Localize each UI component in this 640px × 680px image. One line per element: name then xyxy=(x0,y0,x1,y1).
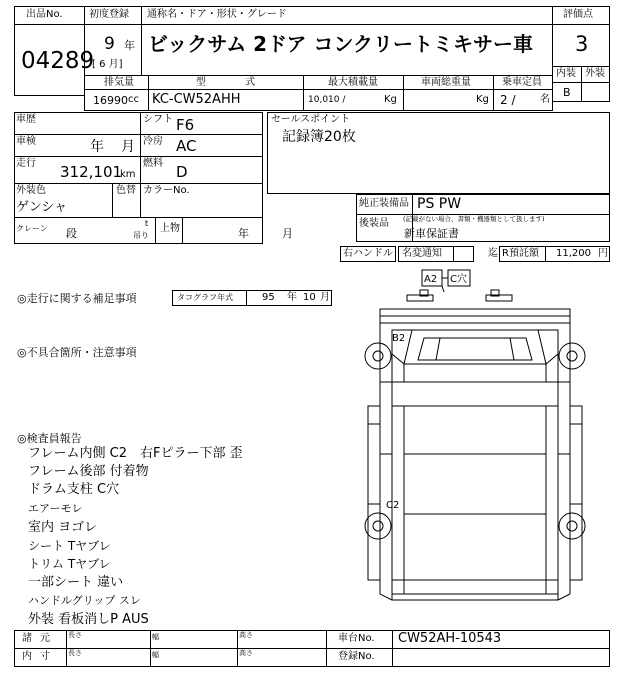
name-label: 通称名・ドア・形状・グレード xyxy=(147,9,287,20)
max-load-unit: Kg xyxy=(384,94,397,105)
model-label: 型 式 xyxy=(196,77,274,88)
report-line: トリム Tヤブレ xyxy=(28,557,111,571)
crane-ton-unit: t xyxy=(145,219,149,228)
model-value: KC-CW52AHH xyxy=(152,92,241,107)
crane-lift: 吊り xyxy=(133,231,149,240)
chassis-label: 車台No. xyxy=(338,633,375,644)
score-value: 3 xyxy=(575,32,589,56)
lot-label: 出品No. xyxy=(26,9,63,20)
ac-label: 冷房 xyxy=(143,136,163,147)
inspection-month-unit: 月 xyxy=(121,139,135,155)
registration-label: 登録No. xyxy=(338,651,375,662)
car-name: ビックサム 2ドア コンクリートミキサー車 xyxy=(148,32,534,56)
capacity-value: 2 / xyxy=(500,93,516,107)
report-line: フレーム内側 C2 右Fピラー下部 歪 xyxy=(28,446,243,461)
deadline-label: 迄 xyxy=(488,248,498,259)
report-line: ハンドルグリップ スレ xyxy=(28,594,141,607)
first-reg-year: 9 xyxy=(104,34,115,54)
length-label-2: 長さ xyxy=(68,649,82,657)
tacho-year: 95 xyxy=(262,292,275,303)
info-block xyxy=(14,112,263,244)
km-unit: km xyxy=(120,169,136,180)
r-deposit-label: R預託額 xyxy=(502,248,539,259)
aftermarket-text: 新車保証書 xyxy=(404,227,459,240)
ac-value: AC xyxy=(176,137,197,155)
genuine-label: 純正装備品 xyxy=(359,198,409,209)
width-label: 幅 xyxy=(152,633,159,641)
displacement-label: 排気量 xyxy=(104,77,134,88)
displacement-value: 16990 xyxy=(93,94,128,107)
history-label: 車歴 xyxy=(16,114,36,125)
upper-year-unit: 年 xyxy=(238,227,249,240)
interior-label: 内装 xyxy=(556,68,576,79)
color-code-label: カラーNo. xyxy=(143,185,190,196)
max-load-label: 最大積載量 xyxy=(328,77,378,88)
report-line: 一部シート 違い xyxy=(28,575,124,590)
gross-label: 車両総重量 xyxy=(421,77,471,88)
first-reg-year-unit: 年 xyxy=(124,39,135,52)
crane-unit: 段 xyxy=(66,227,77,240)
mark-c2: C2 xyxy=(386,500,400,511)
gross-unit: Kg xyxy=(476,94,489,105)
report-line: ドラム支柱 C穴 xyxy=(28,482,120,497)
report-line: 外装 看板消しP AUS xyxy=(28,612,149,627)
shift-label: シフト xyxy=(143,114,173,125)
color-value: ゲンシャ xyxy=(16,200,68,215)
shoko-label: 諸元 xyxy=(22,633,58,644)
mark-b2: B2 xyxy=(392,333,406,344)
upper-month-unit: 月 xyxy=(282,227,293,240)
first-reg-label: 初度登録 xyxy=(89,9,129,20)
driving-title: ◎走行に関する補足事項 xyxy=(17,292,137,305)
r-deposit-value: 11,200 xyxy=(556,248,591,259)
genuine-text: PS PW xyxy=(417,196,462,212)
color-label: 外装色 xyxy=(16,185,46,196)
tag-a2: A2 xyxy=(424,274,438,285)
inspector-title: ◎検査員報告 xyxy=(17,432,82,445)
mileage-value: 312,101 xyxy=(60,163,123,181)
exterior-label: 外装 xyxy=(585,68,605,79)
tacho-year-unit: 年 xyxy=(287,292,297,303)
cc-unit: cc xyxy=(128,94,139,105)
name-change-label: 名変通知 xyxy=(402,248,442,259)
max-load-value: 10,010 / xyxy=(308,95,346,105)
shift-value: F6 xyxy=(176,116,195,134)
defect-title: ◎不具合箇所・注意事項 xyxy=(17,346,137,359)
chassis-value: CW52AH-10543 xyxy=(398,631,502,646)
tacho-month-unit: 月 xyxy=(320,292,330,303)
width-label-2: 幅 xyxy=(152,651,159,659)
report-line: シート Tヤブレ xyxy=(28,539,111,553)
fuel-value: D xyxy=(176,163,188,181)
person-unit: 名 xyxy=(540,94,550,105)
yen-unit: 円 xyxy=(598,248,608,259)
report-line: 室内 ヨゴレ xyxy=(28,520,98,535)
tacho-label: タコグラフ年式 xyxy=(177,293,233,302)
report-line: エアーモレ xyxy=(28,502,83,515)
upper-label: 上物 xyxy=(160,223,180,234)
aftermarket-label: 後装品 xyxy=(359,218,389,229)
capacity-label: 乗車定員 xyxy=(502,77,542,88)
score-label: 評価点 xyxy=(563,9,593,20)
aftermarket-note: (記載がない場合、書類・機器類として扱します) xyxy=(403,215,545,223)
sales-point-label: セールスポイント xyxy=(271,114,351,125)
mileage-label: 走行 xyxy=(16,158,36,169)
height-label-2: 高さ xyxy=(239,649,253,657)
handle-text: 右ハンドル xyxy=(343,248,393,259)
inspection-year-unit: 年 xyxy=(90,139,104,155)
report-line: フレーム後部 付着物 xyxy=(28,464,149,479)
tag-c-hole: C穴 xyxy=(450,274,467,285)
fuel-label: 燃料 xyxy=(143,158,163,169)
first-reg-month: [ 6 月] xyxy=(92,59,123,70)
naigai-label: 内寸 xyxy=(22,651,58,662)
height-label: 高さ xyxy=(239,631,253,639)
length-label: 長さ xyxy=(68,631,82,639)
lot-number: 04289 xyxy=(21,48,95,74)
tacho-month: 10 xyxy=(303,292,316,303)
vehicle-diagram xyxy=(340,264,610,634)
interior-grade: B xyxy=(563,86,571,99)
inspection-label: 車検 xyxy=(16,136,36,147)
color-change-label: 色替 xyxy=(116,185,136,196)
sales-point-text: 記録簿20枚 xyxy=(282,129,356,145)
crane-label: クレーン xyxy=(16,224,48,233)
